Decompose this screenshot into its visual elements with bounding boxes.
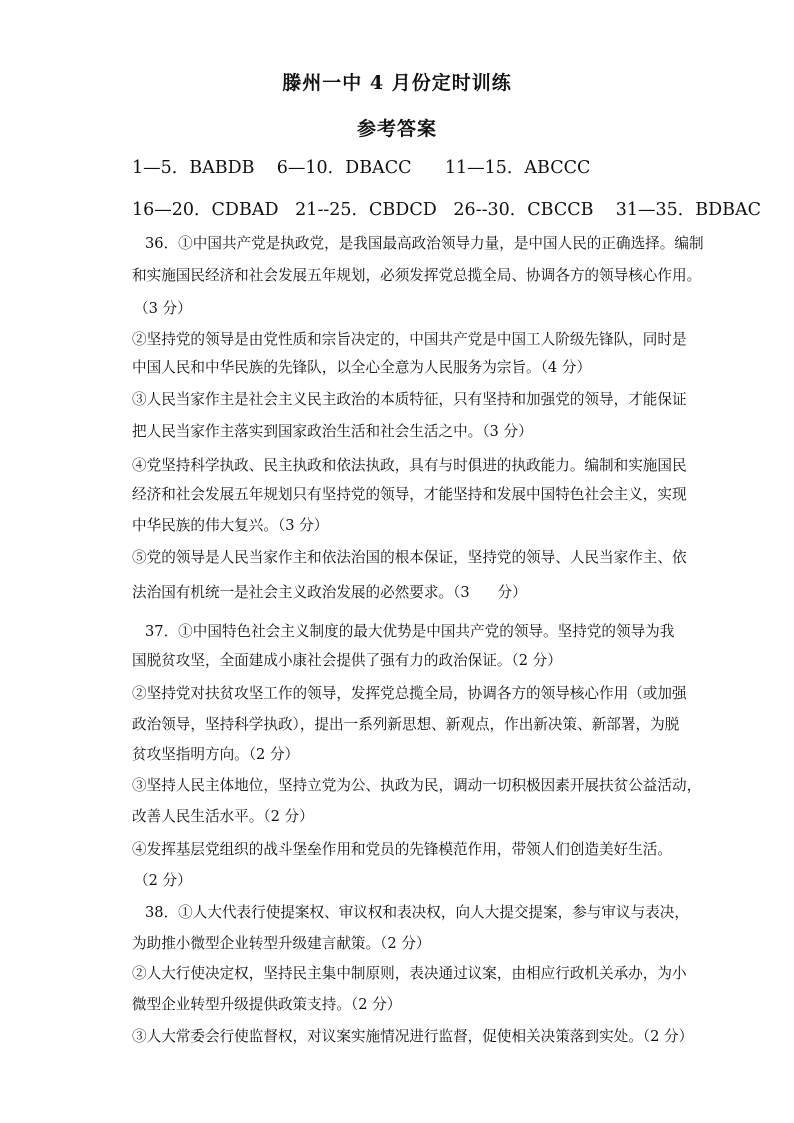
q36-line: 把人民当家作主落实到国家政治生活和社会生活之中。（3 分） (132, 423, 533, 440)
document-subtitle: 参考答案 (356, 118, 437, 140)
q38-line: 为助推小微型企业转型升级建言献策。（2 分） (132, 935, 431, 952)
q36-line: 经济和社会发展五年规划只有坚持党的领导，才能坚持和发展中国特色社会主义，实现 (132, 486, 687, 503)
q37-line: ④发挥基层党组织的战斗堡垒作用和党员的先锋模范作用，带领人们创造美好生活。 (132, 841, 672, 858)
q36-line: 中华民族的伟大复兴。（3 分） (132, 517, 329, 534)
q36-line: ②坚持党的领导是由党性质和宗旨决定的，中国共产党是中国工人阶级先锋队，同时是 (132, 331, 687, 348)
q36-score: （3 分） (134, 300, 192, 317)
q38-line: 微型企业转型升级提供政策支持。（2 分） (132, 996, 402, 1013)
q38-line: ③人大常委会行使监督权，对议案实施情况进行监督，促使相关决策落到实处。（2 分） (132, 1028, 694, 1045)
q36-line: 中国人民和中华民族的先锋队，以全心全意为人民服务为宗旨。（4 分） (132, 359, 592, 376)
q37-line: ②坚持党对扶贫攻坚工作的领导，发挥党总揽全局，协调各方的领导核心作用（或加强 (132, 685, 687, 702)
q37-line: 贫攻坚指明方向。（2 分） (132, 746, 300, 763)
q36-line: 和实施国民经济和社会发展五年规划，必须发挥党总揽全局、协调各方的领导核心作用。 (132, 267, 702, 284)
document-title: 滕州一中 4 月份定时训练 (282, 72, 512, 94)
choice-answers-row-2: 16—20．CDBAD 21--25．CBDCD 26--30．CBCCB 31—35．BDBAC (132, 200, 762, 220)
q36-line: ⑤党的领导是人民当家作主和依法治国的根本保证，坚持党的领导、人民当家作主、依 (132, 549, 687, 566)
q37-score: （2 分） (134, 872, 192, 889)
q36-line: 36．①中国共产党是执政党，是我国最高政治领导力量，是中国人民的正确选择。编制 (145, 235, 704, 252)
q37-line: 改善人民生活水平。（2 分） (132, 808, 314, 825)
q36-line: ③人民当家作主是社会主义民主政治的本质特征，只有坚持和加强党的领导，才能保证 (132, 391, 687, 408)
q36-line: ④党坚持科学执政、民主执政和依法执政，具有与时俱进的执政能力。编制和实施国民 (132, 457, 687, 474)
choice-answers-row-1: 1—5．BABDB 6—10．DBACC 11—15．ABCCC (132, 158, 591, 178)
q38-line: ②人大行使决定权，坚持民主集中制原则，表决通过议案，由相应行政机关承办，为小 (132, 965, 687, 982)
q37-line: 政治领导，坚持科学执政），提出一系列新思想、新观点，作出新决策、新部署，为脱 (132, 716, 680, 733)
q36-line: 法治国有机统一是社会主义政治发展的必然要求。（3 分） (132, 584, 527, 601)
q37-line: 国脱贫攻坚，全面建成小康社会提供了强有力的政治保证。（2 分） (132, 652, 562, 669)
q38-line: 38．①人大代表行使提案权、审议权和表决权，向人大提交提案，参与审议与表决， (145, 904, 689, 921)
q37-line: ③坚持人民主体地位，坚持立党为公、执政为民，调动一切积极因素开展扶贫公益活动， (132, 777, 702, 794)
q37-line: 37．①中国特色社会主义制度的最大优势是中国共产党的领导。坚持党的领导为我 (145, 623, 675, 640)
